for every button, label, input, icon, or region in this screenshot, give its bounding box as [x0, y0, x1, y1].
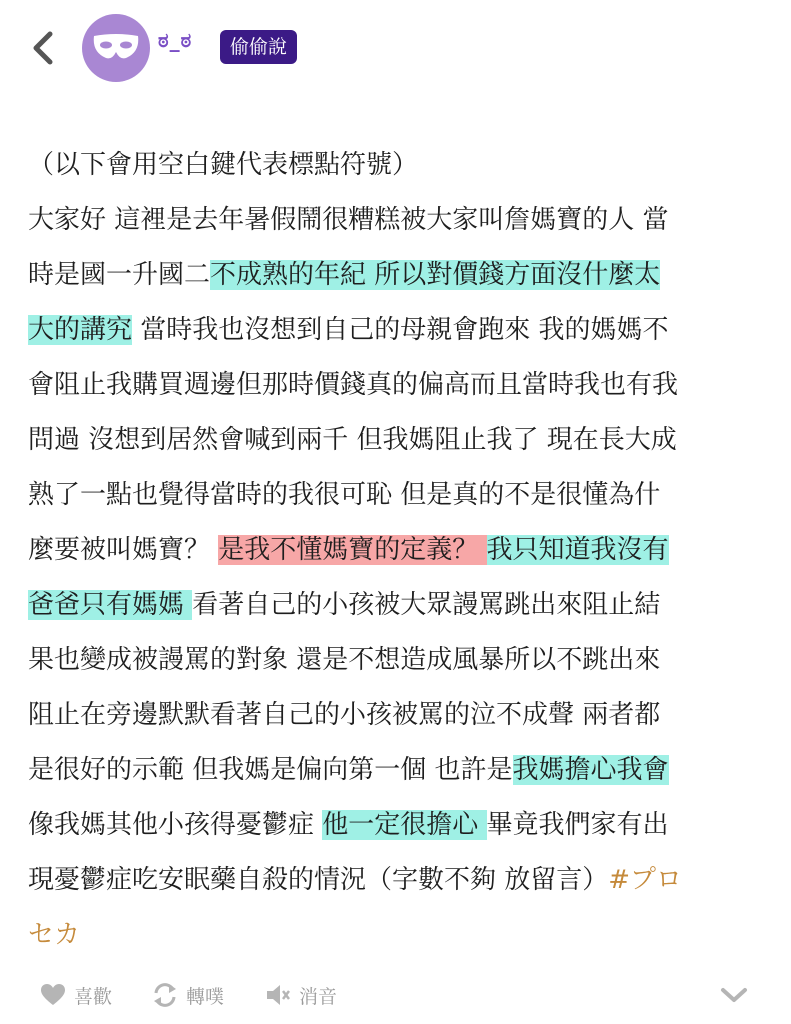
post-line — [28, 468, 768, 523]
post-line — [28, 413, 768, 468]
back-arrow-icon[interactable] — [28, 30, 56, 66]
hashtag-link[interactable]: #プロ — [608, 865, 683, 895]
speaker-muted-icon — [265, 983, 291, 1007]
mask-icon — [92, 32, 140, 62]
post-line — [28, 303, 768, 358]
highlighted-text: 是我不懂媽寶的定義？ — [218, 535, 487, 565]
post-line — [28, 798, 768, 853]
post-line — [28, 193, 768, 248]
post-line — [28, 358, 768, 413]
chevron-down-icon[interactable] — [720, 986, 748, 1004]
post-text: 麼要被叫媽寶？ — [28, 535, 219, 565]
post-line — [28, 908, 768, 963]
like-button[interactable] — [40, 980, 112, 1010]
post-text: 當時我也沒想到自己的母親會跑來 我的媽媽不 — [132, 315, 669, 345]
post-text: 大家好 這裡是去年暑假鬧很糟糕被大家叫詹媽寶的人 當 — [28, 205, 669, 235]
username[interactable]: ಠ_ಠ — [158, 28, 193, 52]
post-text: 現憂鬱症吃安眠藥自殺的情況（字數不夠 放留言） — [28, 865, 609, 895]
post-line — [28, 578, 768, 633]
post-line — [28, 853, 768, 908]
qualifier-badge: 偷偷說 — [220, 30, 297, 64]
post-line — [28, 523, 768, 578]
post-text: 是很好的示範 但我媽是偏向第一個 也許是 — [28, 755, 513, 785]
highlighted-text: 我只知道我沒有 — [486, 535, 669, 565]
post-text: （以下會用空白鍵代表標點符號） — [28, 150, 419, 180]
like-label: 喜歡 — [74, 985, 113, 1008]
highlighted-text: 爸爸只有媽媽 — [28, 590, 193, 620]
highlighted-text: 不成熟的年紀 所以對價錢方面沒什麼太 — [210, 260, 661, 290]
highlighted-text: 他一定很擔心 — [322, 810, 487, 840]
post-text: 時是國一升國二 — [28, 260, 211, 290]
repost-icon — [152, 982, 178, 1008]
highlighted-text: 大的講究 — [28, 315, 133, 345]
highlighted-text: 我媽擔心我會 — [512, 755, 669, 785]
post-line — [28, 633, 768, 688]
post-line — [28, 743, 768, 798]
action-bar — [0, 970, 791, 1020]
avatar[interactable] — [82, 14, 150, 82]
post-header — [0, 0, 791, 100]
post-line — [28, 138, 768, 193]
post-line — [28, 248, 768, 303]
post-line — [28, 688, 768, 743]
hashtag-link[interactable]: セカ — [28, 920, 81, 950]
post-text: 會阻止我購買週邊但那時價錢真的偏高而且當時我也有我 — [28, 370, 679, 400]
heart-icon — [40, 983, 66, 1007]
post-content — [28, 138, 768, 963]
repost-button[interactable] — [152, 980, 224, 1010]
post-text: 果也變成被謾罵的對象 還是不想造成風暴所以不跳出來 — [28, 645, 661, 675]
post-text: 像我媽其他小孩得憂鬱症 — [28, 810, 323, 840]
post-text: 畢竟我們家有出 — [486, 810, 669, 840]
post-text: 熟了一點也覺得當時的我很可恥 但是真的不是很懂為什 — [28, 480, 661, 510]
post-text: 看著自己的小孩被大眾謾罵跳出來阻止結 — [192, 590, 661, 620]
mute-button[interactable] — [265, 980, 337, 1010]
post-text: 問過 沒想到居然會喊到兩千 但我媽阻止我了 現在長大成 — [28, 425, 677, 455]
post-text: 阻止在旁邊默默看著自己的小孩被罵的泣不成聲 兩者都 — [28, 700, 661, 730]
mute-label: 消音 — [299, 985, 338, 1008]
repost-label: 轉噗 — [186, 985, 225, 1008]
